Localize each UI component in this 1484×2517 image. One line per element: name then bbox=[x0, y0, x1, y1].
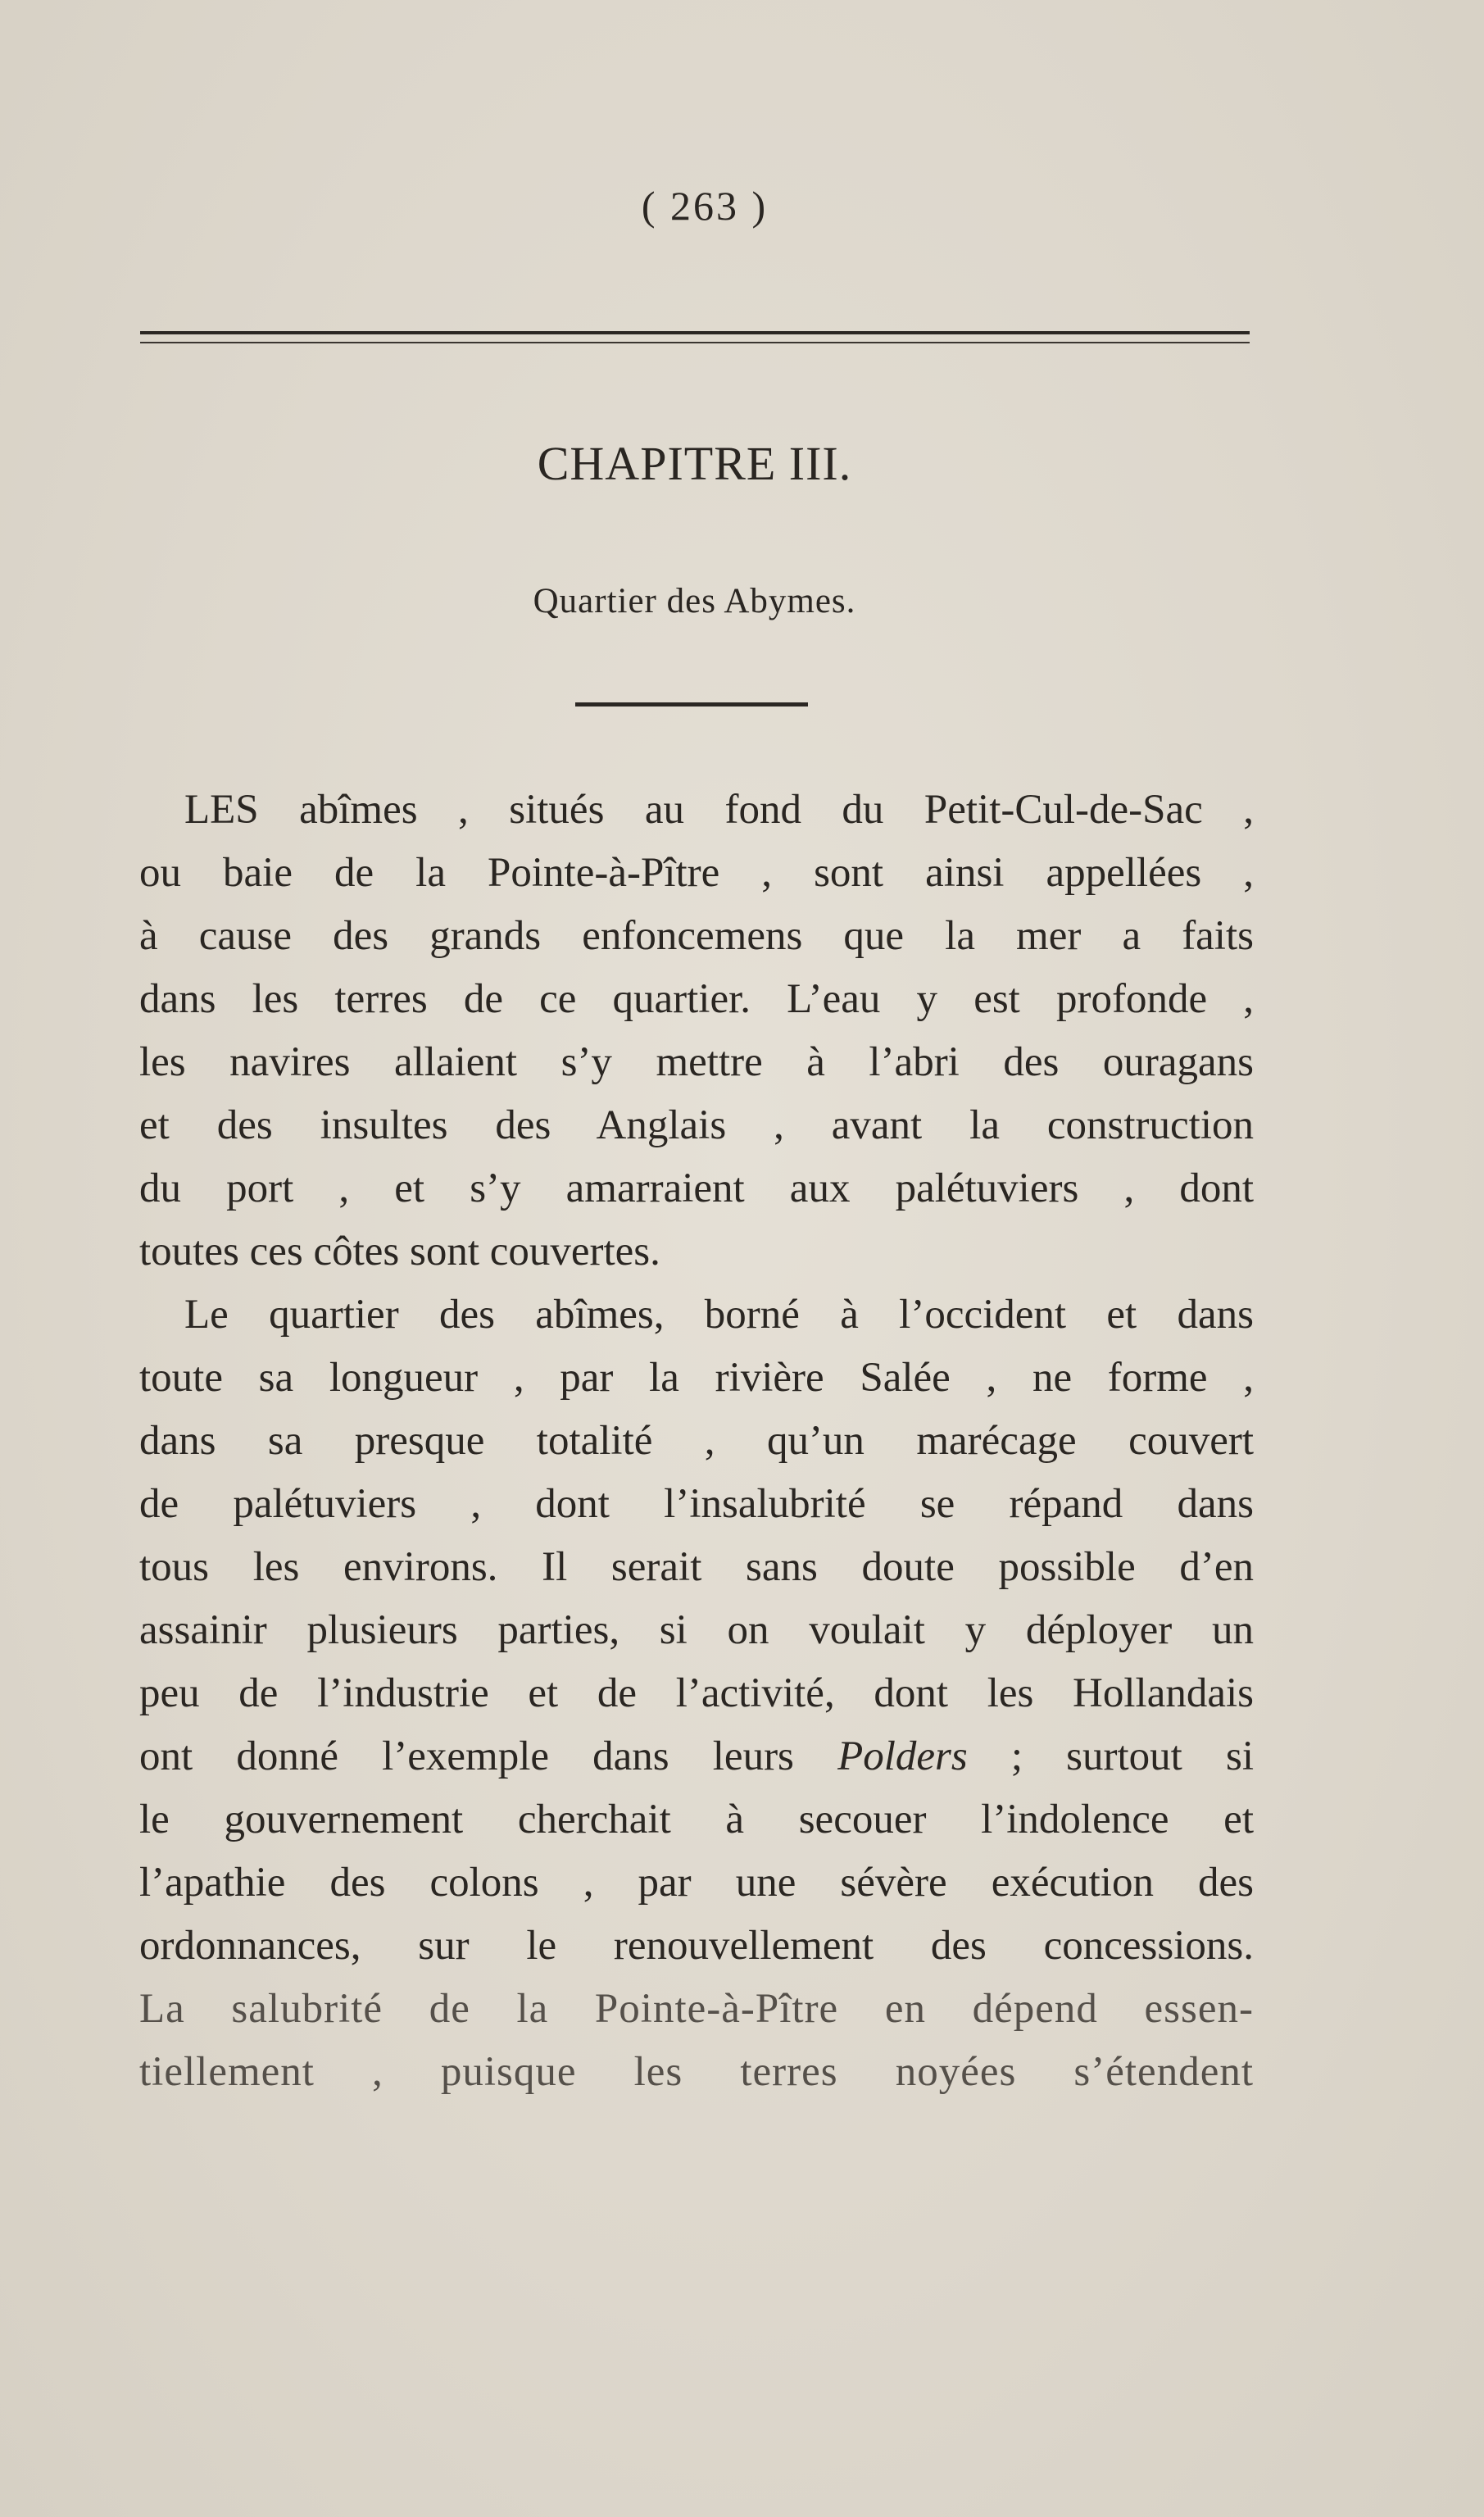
text-line: les navires allaient s’y mettre à l’abri des ouragans bbox=[139, 1039, 1254, 1085]
text-line: tiellement , puisque les terres noyées s’étendent bbox=[139, 2049, 1254, 2095]
rule-thick-line bbox=[140, 331, 1250, 334]
text-line: toute sa longueur , par la rivière Salée , ne forme , bbox=[139, 1355, 1254, 1401]
text-line: LES abîmes , situés au fond du Petit-Cul-de-Sac , bbox=[184, 787, 1254, 833]
text-line: et des insultes des Anglais , avant la construction bbox=[139, 1102, 1254, 1148]
text-line: toutes ces côtes sont couvertes. bbox=[139, 1229, 660, 1274]
text-line: ou baie de la Pointe-à-Pître , sont ainsi appellées , bbox=[139, 850, 1254, 896]
text-line: dans sa presque totalité , qu’un marécage couvert bbox=[139, 1418, 1254, 1464]
text-line: de palétuviers , dont l’insalubrité se répand dans bbox=[139, 1481, 1254, 1527]
text-line-with-italic bbox=[139, 1725, 1254, 1788]
text-line: Le quartier des abîmes, borné à l’occident et dans bbox=[184, 1292, 1254, 1338]
text-run: ont donné l’exemple dans leurs bbox=[139, 1733, 838, 1779]
rule-thin-line bbox=[140, 342, 1250, 343]
header-double-rule bbox=[140, 331, 1250, 348]
page-number: ( 263 ) bbox=[641, 183, 769, 229]
text-run: ; surtout si bbox=[967, 1733, 1254, 1779]
text-line: La salubrité de la Pointe-à-Pître en dépend essen- bbox=[139, 1986, 1254, 2032]
text-line: à cause des grands enfoncemens que la mer a faits bbox=[139, 913, 1254, 959]
section-divider-rule bbox=[575, 702, 808, 706]
text-line: du port , et s’y amarraient aux palétuviers , dont bbox=[139, 1165, 1254, 1211]
section-title: Quartier des Abymes. bbox=[533, 582, 856, 620]
text-line: assainir plusieurs parties, si on voulait y déployer un bbox=[139, 1607, 1254, 1653]
text-line: l’apathie des colons , par une sévère exécution des bbox=[139, 1860, 1254, 1906]
italic-term: Polders bbox=[837, 1733, 968, 1779]
text-line: peu de l’industrie et de l’activité, dont les Hollandais bbox=[139, 1670, 1254, 1716]
text-line: dans les terres de ce quartier. L’eau y est profonde , bbox=[139, 976, 1254, 1022]
text-line: le gouvernement cherchait à secouer l’indolence et bbox=[139, 1797, 1254, 1842]
chapter-title: CHAPITRE III. bbox=[537, 437, 852, 490]
text-line: ordonnances, sur le renouvellement des concessions. bbox=[139, 1923, 1254, 1969]
body-text bbox=[139, 779, 1254, 2104]
text-line: tous les environs. Il serait sans doute possible d’en bbox=[139, 1544, 1254, 1590]
